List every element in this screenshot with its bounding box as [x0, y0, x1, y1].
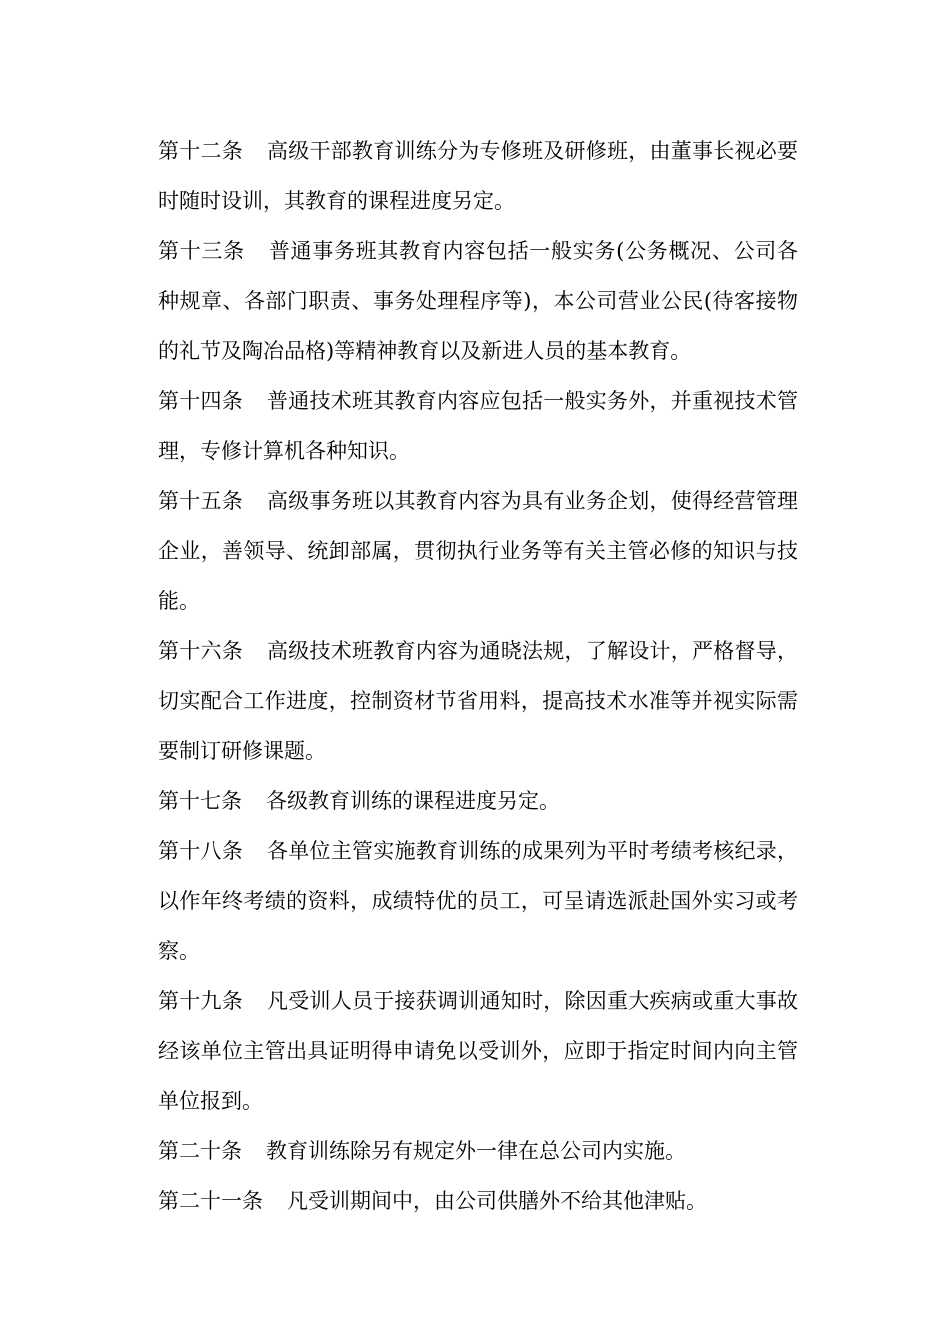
article-text: 高级技术班教育内容为通晓法规，了解设计，严格督导，切实配合工作进度，控制资材节省用料，提高技术水准等并视实际需要制订研修课题。	[158, 639, 798, 763]
article-number: 第十三条	[158, 239, 245, 263]
article-19	[158, 976, 798, 1126]
article-text: 普通事务班其教育内容包括一般实务(公务概况、公司各种规章、各部门职责、事务处理程序等)，本公司营业公民(待客接物的礼节及陶冶品格)等精神教育以及新进人员的基本教育。	[158, 239, 798, 363]
article-number: 第十九条	[158, 989, 243, 1013]
article-12	[158, 126, 798, 226]
article-text: 凡受训人员于接获调训通知时，除因重大疾病或重大事故经该单位主管出具证明得申请免以受训外，应即于指定时间内向主管单位报到。	[158, 989, 798, 1113]
article-15	[158, 476, 798, 626]
article-number: 第十四条	[158, 389, 243, 413]
article-17	[158, 776, 798, 826]
article-number: 第二十条	[158, 1139, 242, 1163]
article-text: 各单位主管实施教育训练的成果列为平时考绩考核纪录，以作年终考绩的资料，成绩特优的员工，可呈请选派赴国外实习或考察。	[158, 839, 798, 963]
article-20	[158, 1126, 798, 1176]
article-18	[158, 826, 798, 976]
article-number: 第十八条	[158, 839, 243, 863]
article-text: 凡受训期间中，由公司供膳外不给其他津贴。	[287, 1189, 707, 1213]
article-text: 教育训练除另有规定外一律在总公司内实施。	[266, 1139, 686, 1163]
article-text: 各级教育训练的课程进度另定。	[266, 789, 560, 813]
article-number: 第二十一条	[158, 1189, 263, 1213]
article-text: 普通技术班其教育内容应包括一般实务外，并重视技术管理，专修计算机各种知识。	[158, 389, 798, 463]
article-text: 高级干部教育训练分为专修班及研修班，由董事长视必要时随时设训，其教育的课程进度另定。	[158, 139, 798, 213]
article-number: 第十二条	[158, 139, 243, 163]
article-number: 第十六条	[158, 639, 243, 663]
article-21	[158, 1176, 798, 1226]
article-number: 第十五条	[158, 489, 243, 513]
article-14	[158, 376, 798, 476]
document-body	[158, 126, 798, 1226]
article-13	[158, 226, 798, 376]
article-number: 第十七条	[158, 789, 242, 813]
article-16	[158, 626, 798, 776]
article-text: 高级事务班以其教育内容为具有业务企划，使得经营管理企业，善领导、统卸部属，贯彻执行业务等有关主管必修的知识与技能。	[158, 489, 798, 613]
